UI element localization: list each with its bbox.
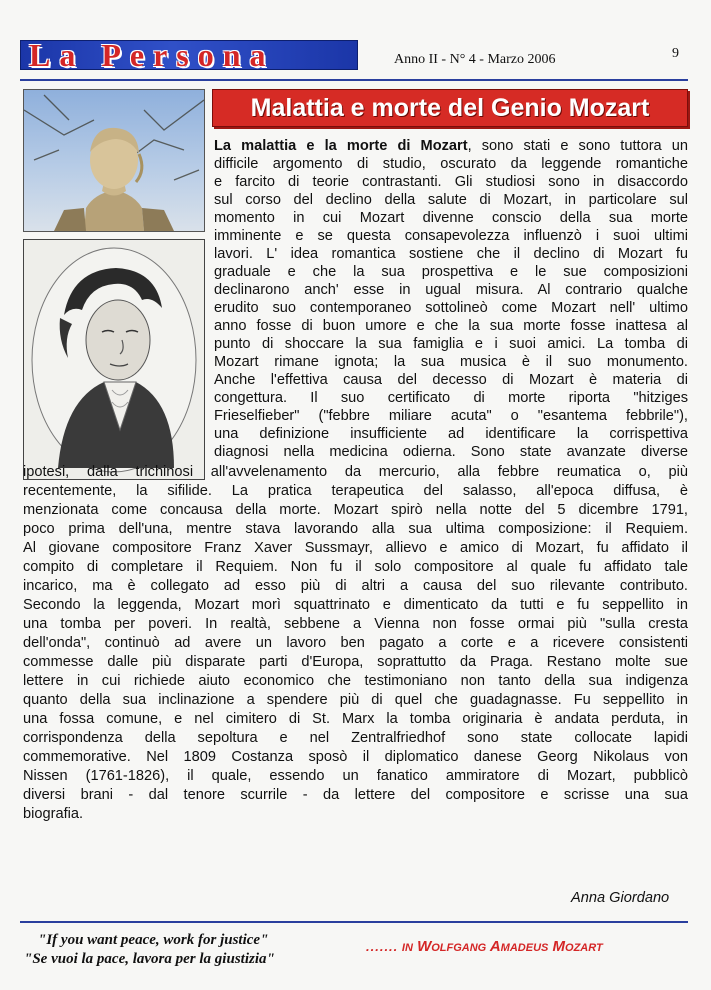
article-line: punto di shoccare la sua famiglia e i suoi amici. La tomba di <box>214 336 688 352</box>
article-line: poco prima dell'una, mentre stava lavorando alla sua ultima composizione: il Requiem. <box>23 521 688 537</box>
footer-quote-english: "If you want peace, work for justice" <box>38 932 269 948</box>
statue-illustration <box>24 90 204 231</box>
article-line: e farcito di teorie contrastanti. Gli studiosi sono in disaccordo <box>214 174 688 190</box>
article-line: diversi brani - dal tenore scurrile - da lettere del compositore e scrisse una sua <box>23 787 688 803</box>
article-line: lettere in cui richiede aiuto economico che testimoniano non tanto della sua indigenza <box>23 673 688 689</box>
article-line: Nissen (1761-1826), il quale, essendo un fanatico ammiratore di Mozart, pubblicò <box>23 768 688 784</box>
article-line: erudito suo contemporaneo sottolineò come Mozart nell' ultimo <box>214 300 688 316</box>
article-line: corrispondenza della sepoltura e nel Zentralfriedhof sono state collocate lapidi <box>23 730 688 746</box>
article-line: Al giovane compositore Franz Xaver Sussmayr, allievo e amico di Mozart, fu affidato il <box>23 540 688 556</box>
article-line: momento in cui Mozart divenne conscio della sua morte <box>214 210 688 226</box>
article-line: graduale e che la sua prospettiva e le sue composizioni <box>214 264 688 280</box>
article-line <box>214 138 688 155</box>
article-line: anno fosse di buon umore e che la sua morte fosse inattesa al <box>214 318 688 334</box>
footer-tagline <box>366 938 603 955</box>
tagline-text: in Wolfgang Amadeus Mozart <box>401 938 603 955</box>
article-line: Secondo la leggenda, Mozart morì squattrinato e dimenticato da tutti e fu seppellito in <box>23 597 688 613</box>
footer-divider <box>20 921 688 923</box>
article-line: dell'onda", continuò ad avere un lavoro ben pagato a corte e a ricevere consistenti <box>23 635 688 651</box>
article-line: quanto della sua inclinazione a spendere più di quel che guadagnasse. Fu seppellito in <box>23 692 688 708</box>
masthead-logo <box>20 40 358 70</box>
portrait-illustration <box>24 240 204 479</box>
header-divider <box>20 79 688 81</box>
article-line: commesse dalle più disparate parti d'Europa, soprattutto da Praga. Restano molte sue <box>23 654 688 670</box>
mozart-statue-photo <box>23 89 205 232</box>
article-lead: La malattia e la morte di Mozart <box>214 138 468 154</box>
article-line: diagnosi nella medicina odierna. Sono state avanzate diverse <box>214 444 688 460</box>
article-line: una tomba per poveri. In realtà, sebbene a Vienna non fosse ormai più "sulla cresta <box>23 616 688 632</box>
article-line: declinarono anch' esse in ugual misura. Al contrario qualche <box>214 282 688 298</box>
article-line: menzionata come concausa della morte. Mozart spirò nella notte del 5 dicembre 1791, <box>23 502 688 518</box>
article-title: Malattia e morte del Genio Mozart <box>212 89 688 127</box>
article-line: una fossa comune, e nel cimitero di St. Marx la tomba originaria è andata perduta, in <box>23 711 688 727</box>
article-line: lavori. L' idea romantica sostiene che il declino di Mozart fu <box>214 246 688 262</box>
article-line: imminente e se questa consapevolezza influenzò i suoi ultimi <box>214 228 688 244</box>
article-line: congettura. Il suo certificato di morte riporta "hitziges <box>214 390 688 406</box>
page-number: 9 <box>672 46 679 61</box>
author-signature: Anna Giordano <box>571 890 670 906</box>
article-lead-rest: , sono stati e sono tuttora un <box>467 138 688 154</box>
footer-quote-italian: "Se vuoi la pace, lavora per la giustizia" <box>24 951 275 967</box>
article-line: difficile argomento di studio, oscurato da leggende romantiche <box>214 156 688 172</box>
article-line: sul corso del declino della salute di Mozart, in particolare sul <box>214 192 688 208</box>
tagline-dots: ....... <box>366 939 399 954</box>
issue-info: Anno II - N° 4 - Marzo 2006 <box>394 52 556 67</box>
article-line: recentemente, la sifilide. La pratica terapeutica del salasso, all'epoca diffusa, è <box>23 483 688 499</box>
masthead-title: La Persona <box>29 40 275 70</box>
article-line: Anche l'effettiva causa del decesso di Mozart è materia di <box>214 372 688 388</box>
article-line: Mozart rimane ignota; la sua musica è il suo monumento. <box>214 354 688 370</box>
article-line: Frieselfieber" ("febbre miliare acuta" o "esantema febbrile"), <box>214 408 688 424</box>
mozart-engraved-portrait <box>23 239 205 480</box>
article-line: incarico, ma è collegato ad esso più di altri a causa del suo rilevante contributo. <box>23 578 688 594</box>
article-line: commemorative. Nel 1809 Costanza sposò il diplomatico danese Georg Nikolaus von <box>23 749 688 765</box>
article-line: una definizione insufficiente ad identificare la corrispettiva <box>214 426 688 442</box>
article-line: compito di completare il Requiem. Non fu il solo compositore al quale fu affidato tale <box>23 559 688 575</box>
article-line: biografia. <box>23 806 84 822</box>
article-line: ipotesi, dalla trichinosi all'avvelenamento da mercurio, alla febbre reumatica o, più <box>23 464 688 480</box>
